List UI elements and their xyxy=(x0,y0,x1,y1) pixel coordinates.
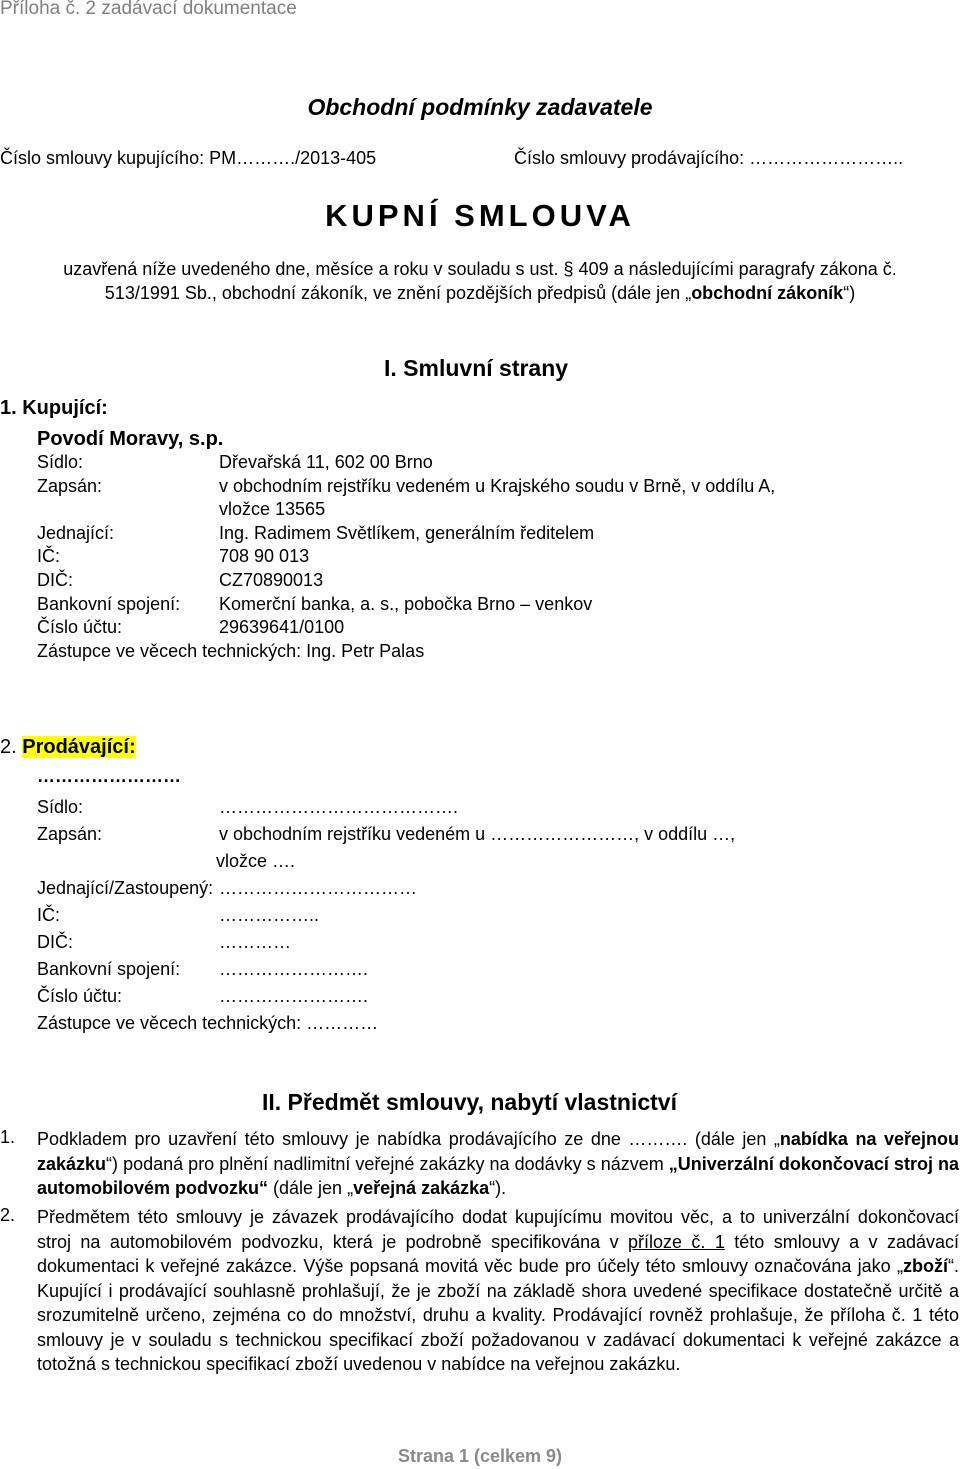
buyer-name: Povodí Moravy, s.p. xyxy=(37,428,224,450)
intro-line-2: 513/1991 Sb., obchodní zákoník, ve znění pozdějších předpisů (dále jen „obchodní zákoník“) xyxy=(104,283,856,303)
detail-label: Zapsán: xyxy=(37,824,103,844)
contract-title: KUPNÍ SMLOUVA xyxy=(325,198,635,233)
intro-line-1: uzavřená níže uvedeného dne, měsíce a roku v souladu s ust. § 409 a následujícími paragrafy zákona č. xyxy=(63,259,897,279)
paragraph-2: Předmětem této smlouvy je závazek prodávajícího dodat kupujícímu movitou věc, a to univerzální dokončovací stroj na automobilovém podvozku, která je podrobně specifikována v příloze č. 1 této smlouvy a v zadávací dokumentaci k veřejné zakázce. Výše popsaná movitá věc bude pro účely této smlouvy označována jako „zboží“. Kupující i prodávající souhlasně prohlašují, že je zboží na základě shora uvedené specifikace dostatečně určitě a srozumitelně určeno, zejména co do množství, druhu a kvality. Prodávající rovněž prohlašuje, že příloha č. 1 této smlouvy je v souladu s technickou specifikací zboží požadovanou v zadávací dokumentaci k veřejné zakázce a totožná s technickou specifikací zboží uvedenou v nabídce na veřejnou zakázku. xyxy=(37,1207,959,1374)
detail-value: …………………………… xyxy=(219,878,417,898)
detail-label: IČ: xyxy=(37,905,61,925)
detail-value: Komerční banka, a. s., pobočka Brno – venkov xyxy=(219,593,593,614)
buyer-heading: 1. Kupující: xyxy=(0,397,108,419)
detail-label: Číslo účtu: xyxy=(37,986,123,1006)
seller-contract-number: Číslo smlouvy prodávajícího: …………………….. xyxy=(514,148,904,168)
detail-value: ……………………. xyxy=(219,959,369,979)
detail-label: Sídlo: xyxy=(37,452,84,472)
detail-value: v obchodním rejstříku vedeném u Krajského soudu v Brně, v oddílu A, xyxy=(219,475,776,496)
detail-label: Sídlo: xyxy=(37,797,84,817)
section-2-title: II. Předmět smlouvy, nabytí vlastnictví xyxy=(262,1089,677,1115)
detail-value: vložce 13565 xyxy=(219,499,326,520)
detail-label: Zapsán: xyxy=(37,475,103,496)
buyer-tech-rep: Zástupce ve věcech technických: Ing. Petr Palas xyxy=(37,641,425,661)
detail-value: Ing. Radimem Světlíkem, generálním ředitelem xyxy=(219,522,595,543)
detail-label: Jednající/Zastoupený: xyxy=(37,878,214,898)
paragraph-1-number: 1. xyxy=(0,1127,16,1147)
detail-value: vložce …. xyxy=(216,851,296,871)
paragraph-2-number: 2. xyxy=(0,1205,16,1225)
page-footer: Strana 1 (celkem 9) xyxy=(397,1446,563,1466)
seller-tech-rep: Zástupce ve věcech technických: ………… xyxy=(37,1013,379,1033)
detail-value: 708 90 013 xyxy=(219,546,310,567)
detail-label: IČ: xyxy=(37,546,61,567)
seller-name: …………………… xyxy=(37,766,181,786)
detail-label: DIČ: xyxy=(37,932,73,952)
detail-label: Bankovní spojení: xyxy=(37,959,181,979)
detail-label: DIČ: xyxy=(37,570,73,590)
detail-value: Dřevařská 11, 602 00 Brno xyxy=(219,452,433,472)
detail-value: CZ70890013 xyxy=(219,570,324,590)
detail-value: v obchodním rejstříku vedeném u ……………………, v oddílu …, xyxy=(219,824,736,844)
detail-label: Jednající: xyxy=(37,522,115,543)
paragraph-1: Podkladem pro uzavření této smlouvy je nabídka prodávajícího ze dne ………. (dále jen „nabídka na veřejnou zakázku“) podaná pro plnění nadlimitní veřejné zakázky na dodávky s názvem „Univerzální dokončovací stroj na automobilovém podvozku“ (dále jen „veřejná zakázka“). xyxy=(37,1129,959,1198)
detail-value: ……………………. xyxy=(219,986,369,1006)
seller-heading: 2. Prodávající: xyxy=(0,736,136,758)
detail-value: …………….. xyxy=(219,905,320,925)
detail-value: ………… xyxy=(219,932,291,952)
buyer-contract-number: Číslo smlouvy kupujícího: PM………./2013-405 xyxy=(0,148,377,168)
header-note: Příloha č. 2 zadávací dokumentace xyxy=(0,0,297,19)
detail-value: 29639641/0100 xyxy=(219,617,345,638)
detail-value: …………………………………. xyxy=(219,797,459,817)
detail-label: Číslo účtu: xyxy=(37,617,123,638)
detail-label: Bankovní spojení: xyxy=(37,593,181,614)
document-title: Obchodní podmínky zadavatele xyxy=(307,94,653,120)
section-1-title: I. Smluvní strany xyxy=(384,355,569,381)
